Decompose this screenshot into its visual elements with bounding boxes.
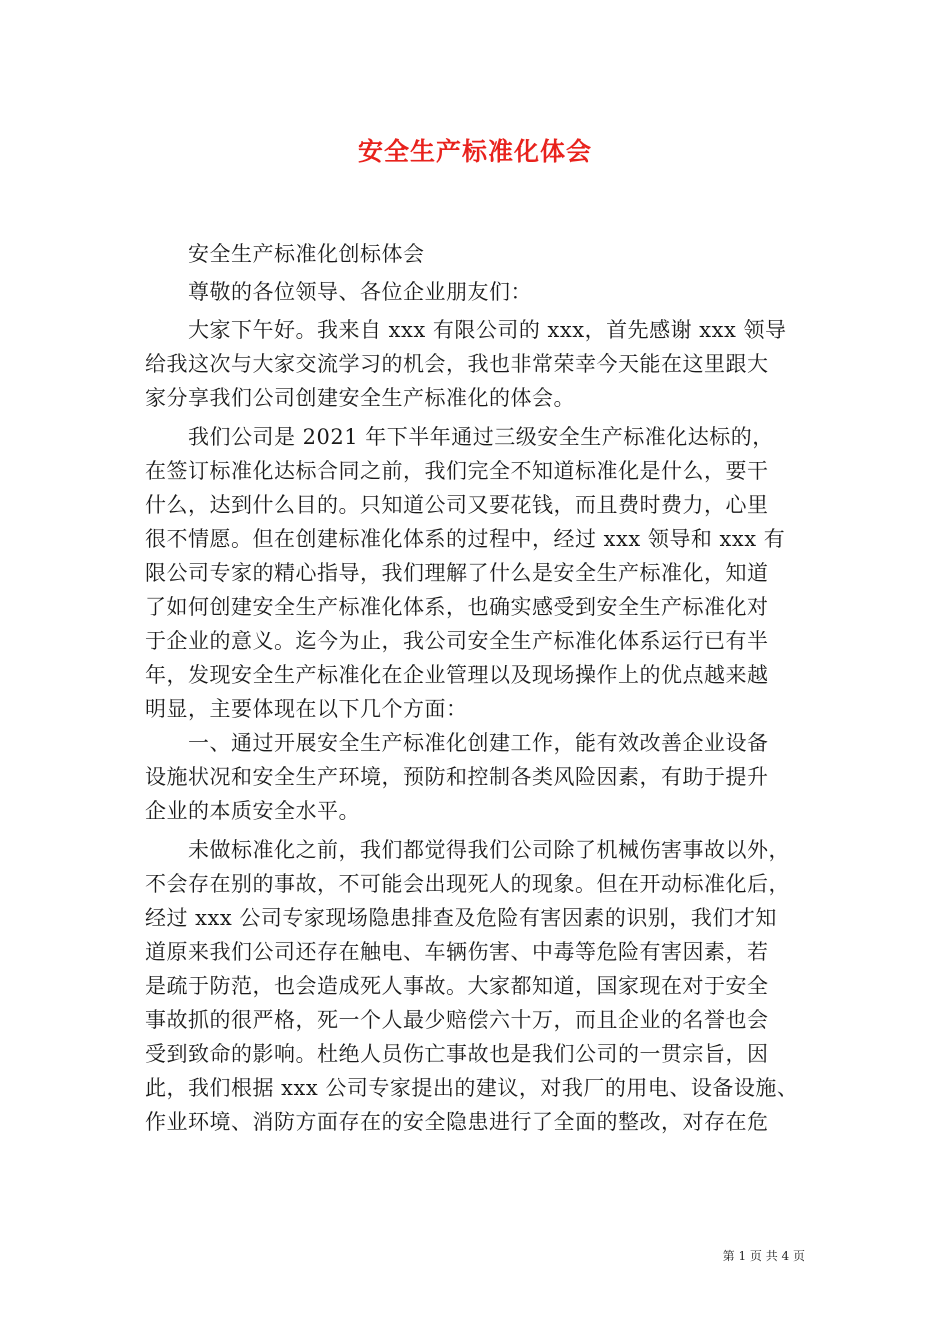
document-body <box>145 237 810 1139</box>
greeting-line: 尊敬的各位领导、各位企业朋友们： <box>145 280 532 304</box>
paragraph-line: 在签订标准化达标合同之前，我们完全不知道标准化是什么，要干 <box>145 459 769 483</box>
paragraph-line: 此，我们根据 xxx 公司专家提出的建议，对我厂的用电、设备设施、 <box>145 1076 799 1100</box>
section-heading-line: 一、通过开展安全生产标准化创建工作，能有效改善企业设备 <box>145 731 769 755</box>
paragraph-line: 明显，主要体现在以下几个方面： <box>145 697 468 721</box>
page-number: 第 1 页 共 4 页 <box>722 1249 805 1263</box>
paragraph-line: 受到致命的影响。杜绝人员伤亡事故也是我们公司的一贯宗旨，因 <box>145 1042 769 1066</box>
paragraph-line: 是疏于防范，也会造成死人事故。大家都知道，国家现在对于安全 <box>145 974 769 998</box>
paragraph-line: 什么，达到什么目的。只知道公司又要花钱，而且费时费力，心里 <box>145 493 769 517</box>
paragraph-line: 道原来我们公司还存在触电、车辆伤害、中毒等危险有害因素，若 <box>145 940 769 964</box>
paragraph-line: 事故抓的很严格，死一个人最少赔偿六十万，而且企业的名誉也会 <box>145 1008 769 1032</box>
section-heading-line: 企业的本质安全水平。 <box>145 799 360 823</box>
paragraph-line: 大家下午好。我来自 xxx 有限公司的 xxx，首先感谢 xxx 领导 <box>145 318 787 342</box>
paragraph-line: 限公司专家的精心指导，我们理解了什么是安全生产标准化，知道 <box>145 561 769 585</box>
paragraph-line: 了如何创建安全生产标准化体系，也确实感受到安全生产标准化对 <box>145 595 769 619</box>
paragraph-line: 于企业的意义。迄今为止，我公司安全生产标准化体系运行已有半 <box>145 629 769 653</box>
paragraph-line: 给我这次与大家交流学习的机会，我也非常荣幸今天能在这里跟大 <box>145 352 769 376</box>
section-heading-line: 设施状况和安全生产环境，预防和控制各类风险因素，有助于提升 <box>145 765 769 789</box>
document-title: 安全生产标准化体会 <box>357 137 592 166</box>
paragraph-line: 家分享我们公司创建安全生产标准化的体会。 <box>145 386 575 410</box>
paragraph-line: 我们公司是 2021 年下半年通过三级安全生产标准化达标的， <box>145 425 774 449</box>
paragraph-line: 年，发现安全生产标准化在企业管理以及现场操作上的优点越来越 <box>145 663 769 687</box>
paragraph-line: 作业环境、消防方面存在的安全隐患进行了全面的整改，对存在危 <box>145 1110 769 1134</box>
paragraph-line: 很不情愿。但在创建标准化体系的过程中，经过 xxx 领导和 xxx 有 <box>145 527 786 551</box>
paragraph-line: 未做标准化之前，我们都觉得我们公司除了机械伤害事故以外， <box>145 838 790 862</box>
subtitle-line: 安全生产标准化创标体会 <box>145 242 425 266</box>
paragraph-line: 不会存在别的事故，不可能会出现死人的现象。但在开动标准化后， <box>145 872 790 896</box>
paragraph-line: 经过 xxx 公司专家现场隐患排查及危险有害因素的识别，我们才知 <box>145 906 777 930</box>
